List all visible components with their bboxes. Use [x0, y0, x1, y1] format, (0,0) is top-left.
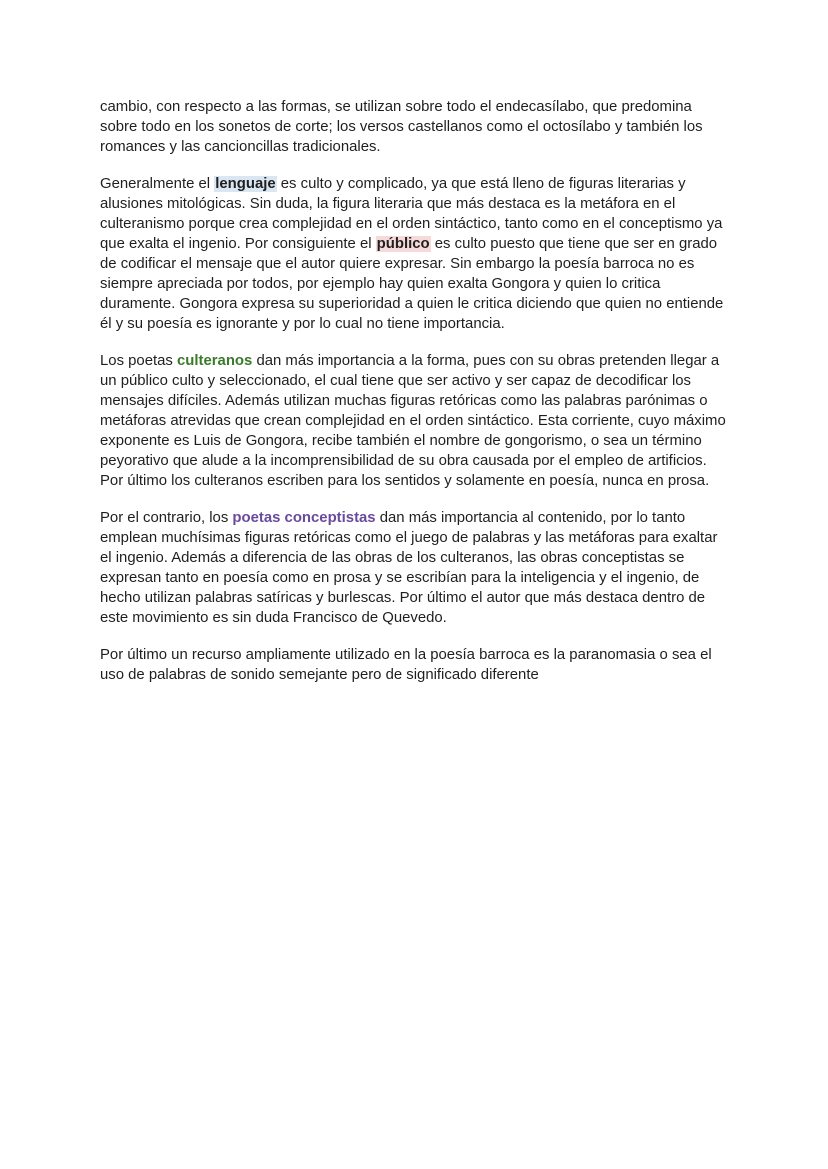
paragraph-text-end: dan más importancia al contenido, por lo tanto emplean muchísimas figuras retóricas como el juego de palabras y las metáforas para exaltar el ingenio. Además a diferencia de las obras de los culteranos, las obras conceptistas se expresan tanto en poesía como en prosa y se escribían para la inteligencia y el ingenio, de hecho utilizan palabras satíricas y burlescas. Por último el autor que más destaca dentro de este movimiento es sin duda Francisco de Quevedo.	[100, 510, 718, 626]
paragraph-forms	[100, 97, 730, 157]
paragraph-text-start: Por el contrario, los	[100, 510, 233, 526]
keyword-poetas-conceptistas: poetas conceptistas	[232, 510, 376, 526]
paragraph-text-middle: es culto y complicado, ya que está lleno de figuras literarias y alusiones mitológicas. Sin duda, la figura literaria que más destaca es la metáfora en el culteranismo porque crea complejidad en el orden sintáctico, tanto como en el conceptismo ya que exalta el ingenio. Por consiguiente el	[100, 176, 723, 252]
paragraph-paranomasia	[100, 645, 730, 685]
paragraph-text-start: Generalmente el	[100, 176, 215, 192]
highlight-lenguaje: lenguaje	[215, 176, 276, 192]
paragraph-text: cambio, con respecto a las formas, se utilizan sobre todo el endecasílabo, que predomina sobre todo en los sonetos de corte; los versos castellanos como el octosílabo y también los romances y las cancioncillas tradicionales.	[100, 99, 703, 155]
highlight-publico: público	[376, 236, 430, 252]
paragraph-conceptistas	[100, 508, 730, 628]
paragraph-culteranos	[100, 351, 730, 491]
paragraph-language-audience	[100, 174, 730, 334]
paragraph-text-end: es culto puesto que tiene que ser en grado de codificar el mensaje que el autor quiere expresar. Sin embargo la poesía barroca no es siempre apreciada por todos, por ejemplo hay quien exalta Gongora y quien lo critica duramente. Gongora expresa su superioridad a quien le critica diciendo que quien no entiende él y su poesía es ignorante y por lo cual no tiene importancia.	[100, 236, 724, 332]
paragraph-text: Por último un recurso ampliamente utilizado en la poesía barroca es la paranomasia o sea el uso de palabras de sonido semejante pero de significado diferente	[100, 647, 712, 683]
paragraph-text-end: dan más importancia a la forma, pues con su obras pretenden llegar a un público culto y seleccionado, el cual tiene que ser activo y ser capaz de decodificar los mensajes difíciles. Además utilizan muchas figuras retóricas como las palabras parónimas o metáforas atrevidas que crean complejidad en el orden sintáctico. Esta corriente, cuyo máximo exponente es Luis de Gongora, recibe también el nombre de gongorismo, o sea un término peyorativo que alude a la incomprensibilidad de su obra causada por el empleo de artificios. Por último los culteranos escriben para los sentidos y solamente en poesía, nunca en prosa.	[100, 353, 726, 489]
keyword-culteranos: culteranos	[177, 353, 253, 369]
paragraph-text-start: Los poetas	[100, 353, 177, 369]
